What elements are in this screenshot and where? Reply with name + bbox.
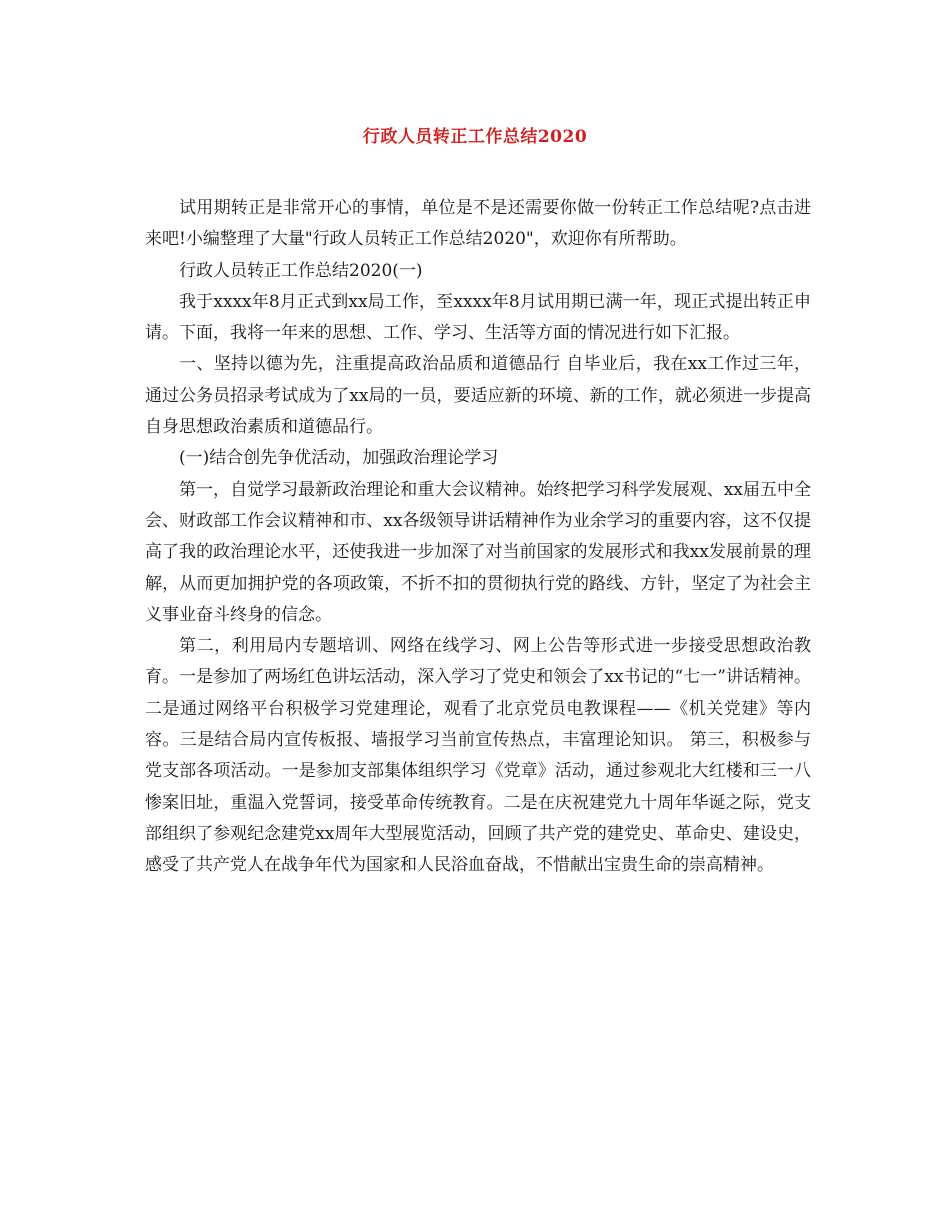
- paragraph-report-opening: 我于xxxx年8月正式到xx局工作，至xxxx年8月试用期已满一年，现正式提出转正申请。下面，我将一年来的思想、工作、学习、生活等方面的情况进行如下汇报。: [145, 291, 811, 344]
- paragraph-section-heading: 行政人员转正工作总结2020(一): [179, 260, 423, 281]
- document-title: 行政人员转正工作总结2020: [362, 127, 588, 147]
- paragraph-second-item: 第二，利用局内专题培训、网络在线学习、网上公告等形式进一步接受思想政治教育。一是参加了两场红色讲坛活动，深入学习了党史和领会了xx书记的“七一”讲话精神。二是通过网络平台积极学习党建理论，观看了北京党员电教课程——《机关党建》等内容。三是结合局内宣传板报、墙报学习当前宣传热点，丰富理论知识。 第三，积极参与党支部各项活动。一是参加支部集体组织学习《党章》活动，通过参观北大红楼和三一八惨案旧址，重温入党誓词，接受革命传统教育。二是在庆祝建党九十周年华诞之际，党支部组织了参观纪念建党xx周年大型展览活动，回顾了共产党的建党史、革命史、建设史，感受了共产党人在战争年代为国家和人民浴血奋战，不惜献出宝贵生命的崇高精神。: [145, 636, 811, 876]
- paragraph-intro: 试用期转正是非常开心的事情，单位是不是还需要你做一份转正工作总结呢?点击进来吧!小编整理了大量"行政人员转正工作总结2020"，欢迎你有所帮助。: [145, 198, 811, 250]
- paragraph-point-one: 一、坚持以德为先，注重提高政治品质和道德品行 自毕业后，我在xx工作过三年，通过公务员招录考试成为了xx局的一员，要适应新的环境、新的工作，就必须进一步提高自身思想政治素质和道德品行。: [145, 354, 811, 438]
- paragraph-subpoint-one: (一)结合创先争优活动，加强政治理论学习: [179, 448, 499, 469]
- paragraph-first-item: 第一，自觉学习最新政治理论和重大会议精神。始终把学习科学发展观、xx届五中全会、财政部工作会议精神和市、xx各级领导讲话精神作为业余学习的重要内容，这不仅提高了我的政治理论水平，还使我进一步加深了对当前国家的发展形式和我xx发展前景的理解，从而更加拥护党的各项政策，不折不扣的贯彻执行党的路线、方针，坚定了为社会主义事业奋斗终身的信念。: [145, 479, 811, 625]
- document-body: [145, 193, 811, 882]
